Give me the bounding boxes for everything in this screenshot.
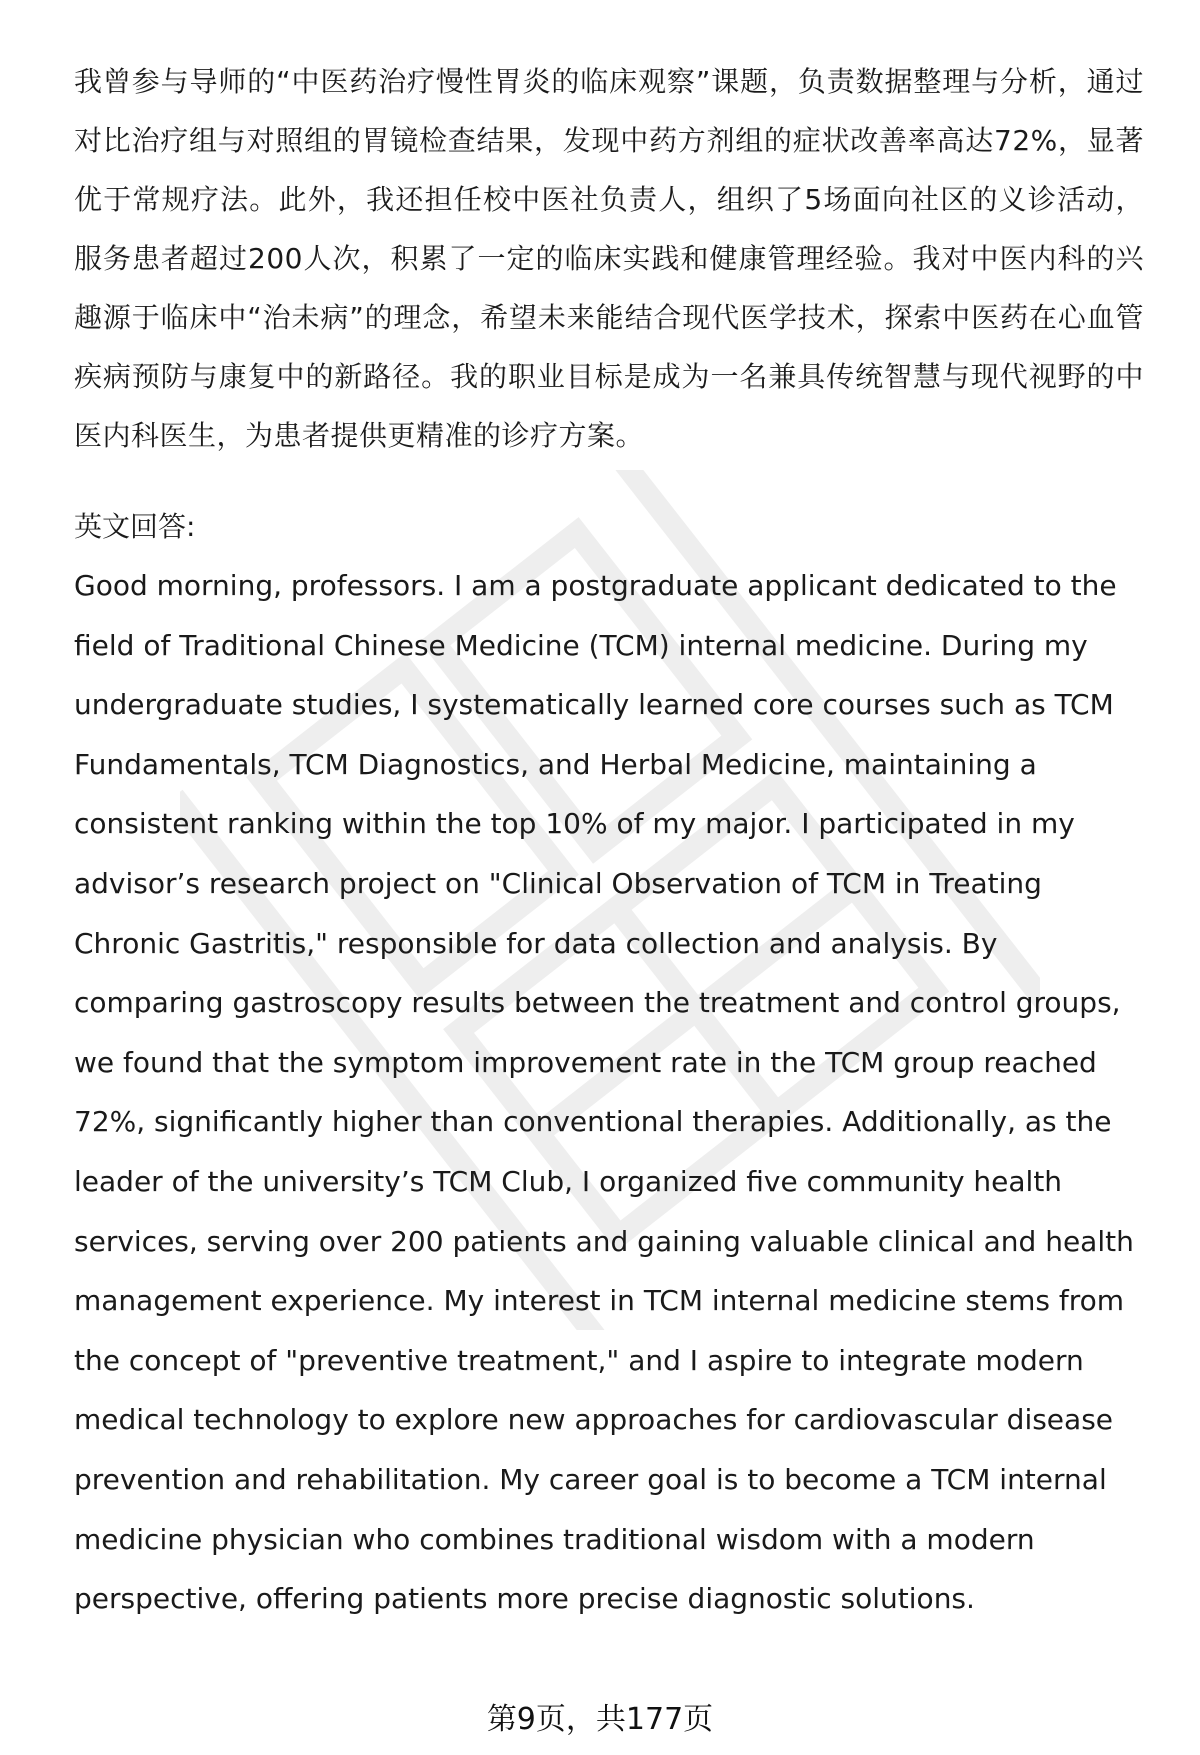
english-answer-label: 英文回答: [74,510,196,543]
chinese-answer-paragraph: 我曾参与导师的“中医药治疗慢性胃炎的临床观察”课题，负责数据整理与分析，通过对比治疗组与对照组的胃镜检查结果，发现中药方剂组的症状改善率高达72%，显著优于常规疗法。此外，我还担任校中医社负责人，组织了5场面向社区的义诊活动，服务患者超过200人次，积累了一定的临床实践和健康管理经验。我对中医内科的兴趣源于临床中“治未病”的理念，希望未来能结合现代医学技术，探索中医药在心血管疾病预防与康复中的新路径。我的职业目标是成为一名兼具传统智慧与现代视野的中医内科医生，为患者提供更精准的诊疗方案。 [74,65,1144,452]
page-number-footer: 第9页，共177页 [486,1702,714,1737]
english-answer-paragraph: Good morning, professors. I am a postgraduate applicant dedicated to the field of Traditional Chinese Medicine (TCM) internal medicine. During my undergraduate studies, I systematically learned core courses such as TCM Fundamentals, TCM Diagnostics, and Herbal Medicine, maintaining a consistent ranking within the top 10% of my major. I participated in my advisor’s research project on "Clinical Observation of TCM in Treating Chronic Gastritis," responsible for data collection and analysis. By comparing gastroscopy results between the treatment and control groups, we found that the symptom improvement rate in the TCM group reached 72%, significantly higher than conventional therapies. Additionally, as the leader of the university’s TCM Club, I organized five community health services, serving over 200 patients and gaining valuable clinical and health management experience. My interest in TCM internal medicine stems from the concept of "preventive treatment," and I aspire to integrate modern medical technology to explore new approaches for cardiovascular disease prevention and rehabilitation. My career goal is to become a TCM internal medicine physician who combines traditional wisdom with a modern perspective, offering patients more precise diagnostic solutions. [74,569,1134,1616]
document-body [74,52,1144,1629]
